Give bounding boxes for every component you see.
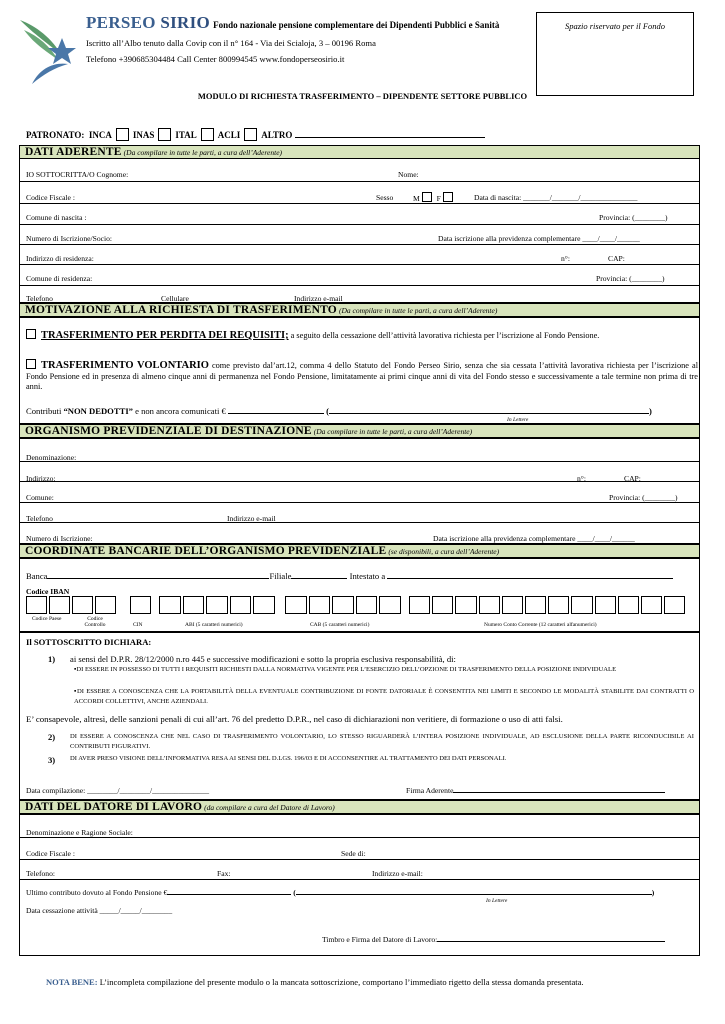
iban-char-box[interactable] <box>502 596 523 614</box>
iban-char-box[interactable] <box>159 596 181 614</box>
org-comune-field[interactable]: Comune: <box>26 493 54 502</box>
iban-char-box[interactable] <box>571 596 592 614</box>
patronato-row: PATRONATO: INCA INAS ITAL ACLI ALTRO <box>26 128 485 141</box>
opt1-text: TRASFERIMENTO PER PERDITA DEI REQUISITI; a seguito della cessazione dell’attività lavorativa richiesta per l’iscrizione al Fondo Pensione. <box>26 329 694 341</box>
dat-denominazione-field[interactable]: Denominazione e Ragione Sociale: <box>26 828 133 837</box>
checkbox-inas[interactable] <box>158 128 171 141</box>
civico-field[interactable]: n°: <box>561 254 570 263</box>
firma-aderente-field[interactable]: Firma Aderente <box>406 786 665 795</box>
iban-char-box[interactable] <box>356 596 378 614</box>
nome-field[interactable]: Nome: <box>398 170 419 179</box>
iscrizione-field[interactable]: Numero di Iscrizione/Socio: <box>26 234 113 243</box>
in-lettere-label: In Lettere <box>507 417 529 423</box>
iban-char-box[interactable] <box>206 596 228 614</box>
caption-conto: Numero Conto Corrente (12 caratteri alfanumerici) <box>484 622 597 628</box>
caption-cin: CIN <box>133 622 143 628</box>
iban-char-box[interactable] <box>525 596 546 614</box>
comune-residenza-field[interactable]: Comune di residenza: <box>26 274 93 283</box>
iban-char-box[interactable] <box>49 596 70 614</box>
sesso-options: M F <box>413 192 458 203</box>
brand-line <box>86 13 499 33</box>
iban-char-box[interactable] <box>641 596 662 614</box>
dat-telefono-field[interactable]: Telefono: <box>26 869 55 878</box>
org-provincia-field[interactable]: Provincia: (________) <box>609 493 678 502</box>
iban-char-box[interactable] <box>253 596 275 614</box>
cognome-field[interactable]: IO SOTTOCRITTA/O Cognome: <box>26 170 129 179</box>
data-compilazione-field[interactable]: Data compilazione: ________/________/_______________ <box>26 786 210 795</box>
iban-char-box[interactable] <box>664 596 685 614</box>
sesso-label: Sesso <box>376 193 394 202</box>
data-nascita-field[interactable]: Data di nascita: _______/_______/_______________ <box>474 193 638 202</box>
checkbox-inca[interactable] <box>116 128 129 141</box>
opt2-text: TRASFERIMENTO VOLONTARIO come previsto dal’art.12, comma 4 dello Statuto del Fondo Perseo Sirio, senza che sia cessata l’attività lavorativa richiesta per l’iscrizione al Fondo Pensione ed in presenza di almeno cinque anni di permanenza nel Fondo Pensione, limitatamente ai primi cinque anni di vita del Fondo stesso e successivamente a tale termine non prima di tre anni. <box>26 360 698 391</box>
iban-char-box[interactable] <box>72 596 93 614</box>
caption-cab: CAB (5 caratteri numerici) <box>310 622 370 628</box>
org-telefono-field[interactable]: Telefono <box>26 514 53 523</box>
contact-line: Telefono +390685304484 Call Center 800994545 www.fondoperseosirio.it <box>86 54 345 64</box>
dat-cf-field[interactable]: Codice Fiscale : <box>26 849 75 858</box>
dat-in-lettere-label: In Lettere <box>486 898 508 904</box>
iban-char-box[interactable] <box>230 596 252 614</box>
comune-nascita-field[interactable]: Comune di nascita : <box>26 213 87 222</box>
caption-controllo: Codice Controllo <box>84 616 106 628</box>
iban-char-box[interactable] <box>548 596 569 614</box>
p2-num: 2) <box>48 732 56 742</box>
telefono-field[interactable]: Telefono <box>26 294 53 303</box>
iban-char-box[interactable] <box>309 596 331 614</box>
iban-char-box[interactable] <box>95 596 116 614</box>
codice-fiscale-field[interactable]: Codice Fiscale : <box>26 193 75 202</box>
cellulare-field[interactable]: Cellulare <box>161 294 189 303</box>
section-bancarie: COORDINATE BANCARIE DELL’ORGANISMO PREVIDENZIALE (se disponibili, a cura dell’Aderente) <box>19 544 700 558</box>
provincia-nascita-field[interactable]: Provincia: (________) <box>599 213 668 222</box>
org-cap-field[interactable]: CAP: <box>624 474 641 483</box>
ultimo-contributo-field[interactable]: Ultimo contributo dovuto al Fondo Pensione € ( ) <box>26 888 655 897</box>
reserved-box: Spazio riservato per il Fondo <box>536 12 694 96</box>
iban-char-box[interactable] <box>332 596 354 614</box>
altro-field[interactable] <box>295 137 485 138</box>
iban-char-box[interactable] <box>618 596 639 614</box>
dat-fax-field[interactable]: Fax: <box>217 869 231 878</box>
iban-char-box[interactable] <box>130 596 151 614</box>
cessazione-field[interactable]: Data cessazione attività _____/_____/________ <box>26 906 173 915</box>
iban-char-box[interactable] <box>455 596 476 614</box>
data-iscrizione-field[interactable]: Data iscrizione alla previdenza complementare ____/____/______ <box>438 234 640 243</box>
iban-char-box[interactable] <box>183 596 205 614</box>
org-data-iscrizione-field[interactable]: Data iscrizione alla previdenza complementare ____/____/______ <box>433 534 635 543</box>
org-civico-field[interactable]: n°: <box>577 474 586 483</box>
p2-text: DI ESSERE A CONOSCENZA CHE NEL CASO DI TRASFERIMENTO VOLONTARIO, LO STESSO RIGUARDERÀ L’INTERA POSIZIONE INDIVIDUALE, AD ESCLUSIONE DELLA PARTE RICONDUCIBILE AI CONTRIBUTI FIGURATIVI. <box>70 733 694 750</box>
iban-char-box[interactable] <box>409 596 430 614</box>
nota-bene: NOTA BENE: L’incompleta compilazione del presente modulo o la mancata sottoscrizione, comportano l’immediato rigetto della stessa domanda presentata. <box>46 977 584 987</box>
bullet-2: ▪DI ESSERE A CONOSCENZA CHE LA PORTABILITÀ DELLA EVENTUALE CONTRIBUZIONE DI FONTE DATORIALE È CONSENTITA NEI LIMITI E SECONDO LE MODALITÀ STABILITE DAI CONTRATTI O ACCORDI COLLETTIVI, ANCHE AZIENDALI. <box>74 688 694 705</box>
caption-paese: Codice Paese <box>32 616 62 622</box>
dichiara-title: Il SOTTOSCRITTO DICHIARA: <box>26 637 152 647</box>
p1-text: ai sensi del D.P.R. 28/12/2000 n.ro 445 e successive modificazioni e sotto la propria esclusiva responsabilità, di: <box>70 654 456 664</box>
caption-abi: ABI (5 caratteri numerici) <box>185 622 243 628</box>
p3-num: 3) <box>48 755 56 765</box>
org-indirizzo-field[interactable]: Indirizzo: <box>26 474 56 483</box>
iban-char-box[interactable] <box>479 596 500 614</box>
section-datore: DATI DEL DATORE DI LAVORO (da compilare a cura del Datore di Lavoro) <box>19 800 700 814</box>
consapevole-text: E’ consapevole, altresì, delle sanzioni penali di cui all’art. 76 del predetto D.P.R., nel caso di dichiarazioni non veritiere, di formazione o uso di atti falsi. <box>26 714 563 724</box>
indirizzo-field[interactable]: Indirizzo di residenza: <box>26 254 94 263</box>
checkbox-volontario[interactable] <box>26 359 36 369</box>
contributi-row[interactable]: Contributi “NON DEDOTTI” e non ancora comunicati € ( ) <box>26 406 652 416</box>
dat-sede-field[interactable]: Sede di: <box>341 849 366 858</box>
org-email-field[interactable]: Indirizzo e-mail <box>227 514 276 523</box>
form-title: MODULO DI RICHIESTA TRASFERIMENTO – DIPENDENTE SETTORE PUBBLICO <box>197 91 528 101</box>
timbro-firma-field[interactable]: Timbro e Firma del Datore di Lavoro: <box>322 935 665 944</box>
iban-char-box[interactable] <box>595 596 616 614</box>
iban-label: Codice IBAN <box>26 587 70 596</box>
checkbox-acli[interactable] <box>244 128 257 141</box>
iban-char-box[interactable] <box>379 596 401 614</box>
cap-field[interactable]: CAP: <box>608 254 625 263</box>
email-field[interactable]: Indirizzo e-mail <box>294 294 343 303</box>
provincia-residenza-field[interactable]: Provincia: (________) <box>596 274 665 283</box>
section-motivazione: MOTIVAZIONE ALLA RICHIESTA DI TRASFERIMENTO (Da compilare in tutte le parti, a cura dell’Aderente) <box>19 303 700 317</box>
brand-name: PERSEO SIRIO <box>86 13 211 32</box>
fund-name: Fondo nazionale pensione complementare dei Dipendenti Pubblici e Sanità <box>213 20 500 30</box>
checkbox-m[interactable] <box>422 192 432 202</box>
checkbox-ital[interactable] <box>201 128 214 141</box>
org-iscrizione-field[interactable]: Numero di Iscrizione: <box>26 534 93 543</box>
p3-text: DI AVER PRESO VISIONE DELL’INFORMATIVA RESA AI SENSI DEL D.LGS. 196/03 E DI ACCONSENTIRE AL TRATTAMENTO DEI DATI PERSONALI. <box>70 755 507 762</box>
iban-char-box[interactable] <box>26 596 47 614</box>
iban-char-box[interactable] <box>285 596 307 614</box>
section-organismo: ORGANISMO PREVIDENZIALE DI DESTINAZIONE (Da compilare in tutte le parti, a cura dell’Aderente) <box>19 424 700 438</box>
perseo-sirio-logo <box>18 16 84 86</box>
section-aderente: DATI ADERENTE (Da compilare in tutte le parti, a cura dell’Aderente) <box>19 145 700 159</box>
address-line: Iscritto all’Albo tenuto dalla Covip con il n° 164 - Via dei Scialoja, 3 – 00196 Roma <box>86 38 376 48</box>
bullet-1: ▪DI ESSERE IN POSSESSO DI TUTTI I REQUISITI RICHIESTI DALLA NORMATIVA VIGENTE PER L’ESERCIZIO DELL’OPZIONE DI TRASFERIMENTO DELLA POSIZIONE INDIVIDUALE <box>74 666 617 673</box>
banca-row[interactable]: Banca Filiale Intestato a <box>26 571 673 581</box>
org-denominazione-field[interactable]: Denominazione: <box>26 453 77 462</box>
checkbox-f[interactable] <box>443 192 453 202</box>
checkbox-perdita-requisiti[interactable] <box>26 329 36 339</box>
p1-num: 1) <box>48 654 56 664</box>
dat-email-field[interactable]: Indirizzo e-mail: <box>372 869 423 878</box>
bancarie-frame <box>19 558 700 632</box>
iban-char-box[interactable] <box>432 596 453 614</box>
